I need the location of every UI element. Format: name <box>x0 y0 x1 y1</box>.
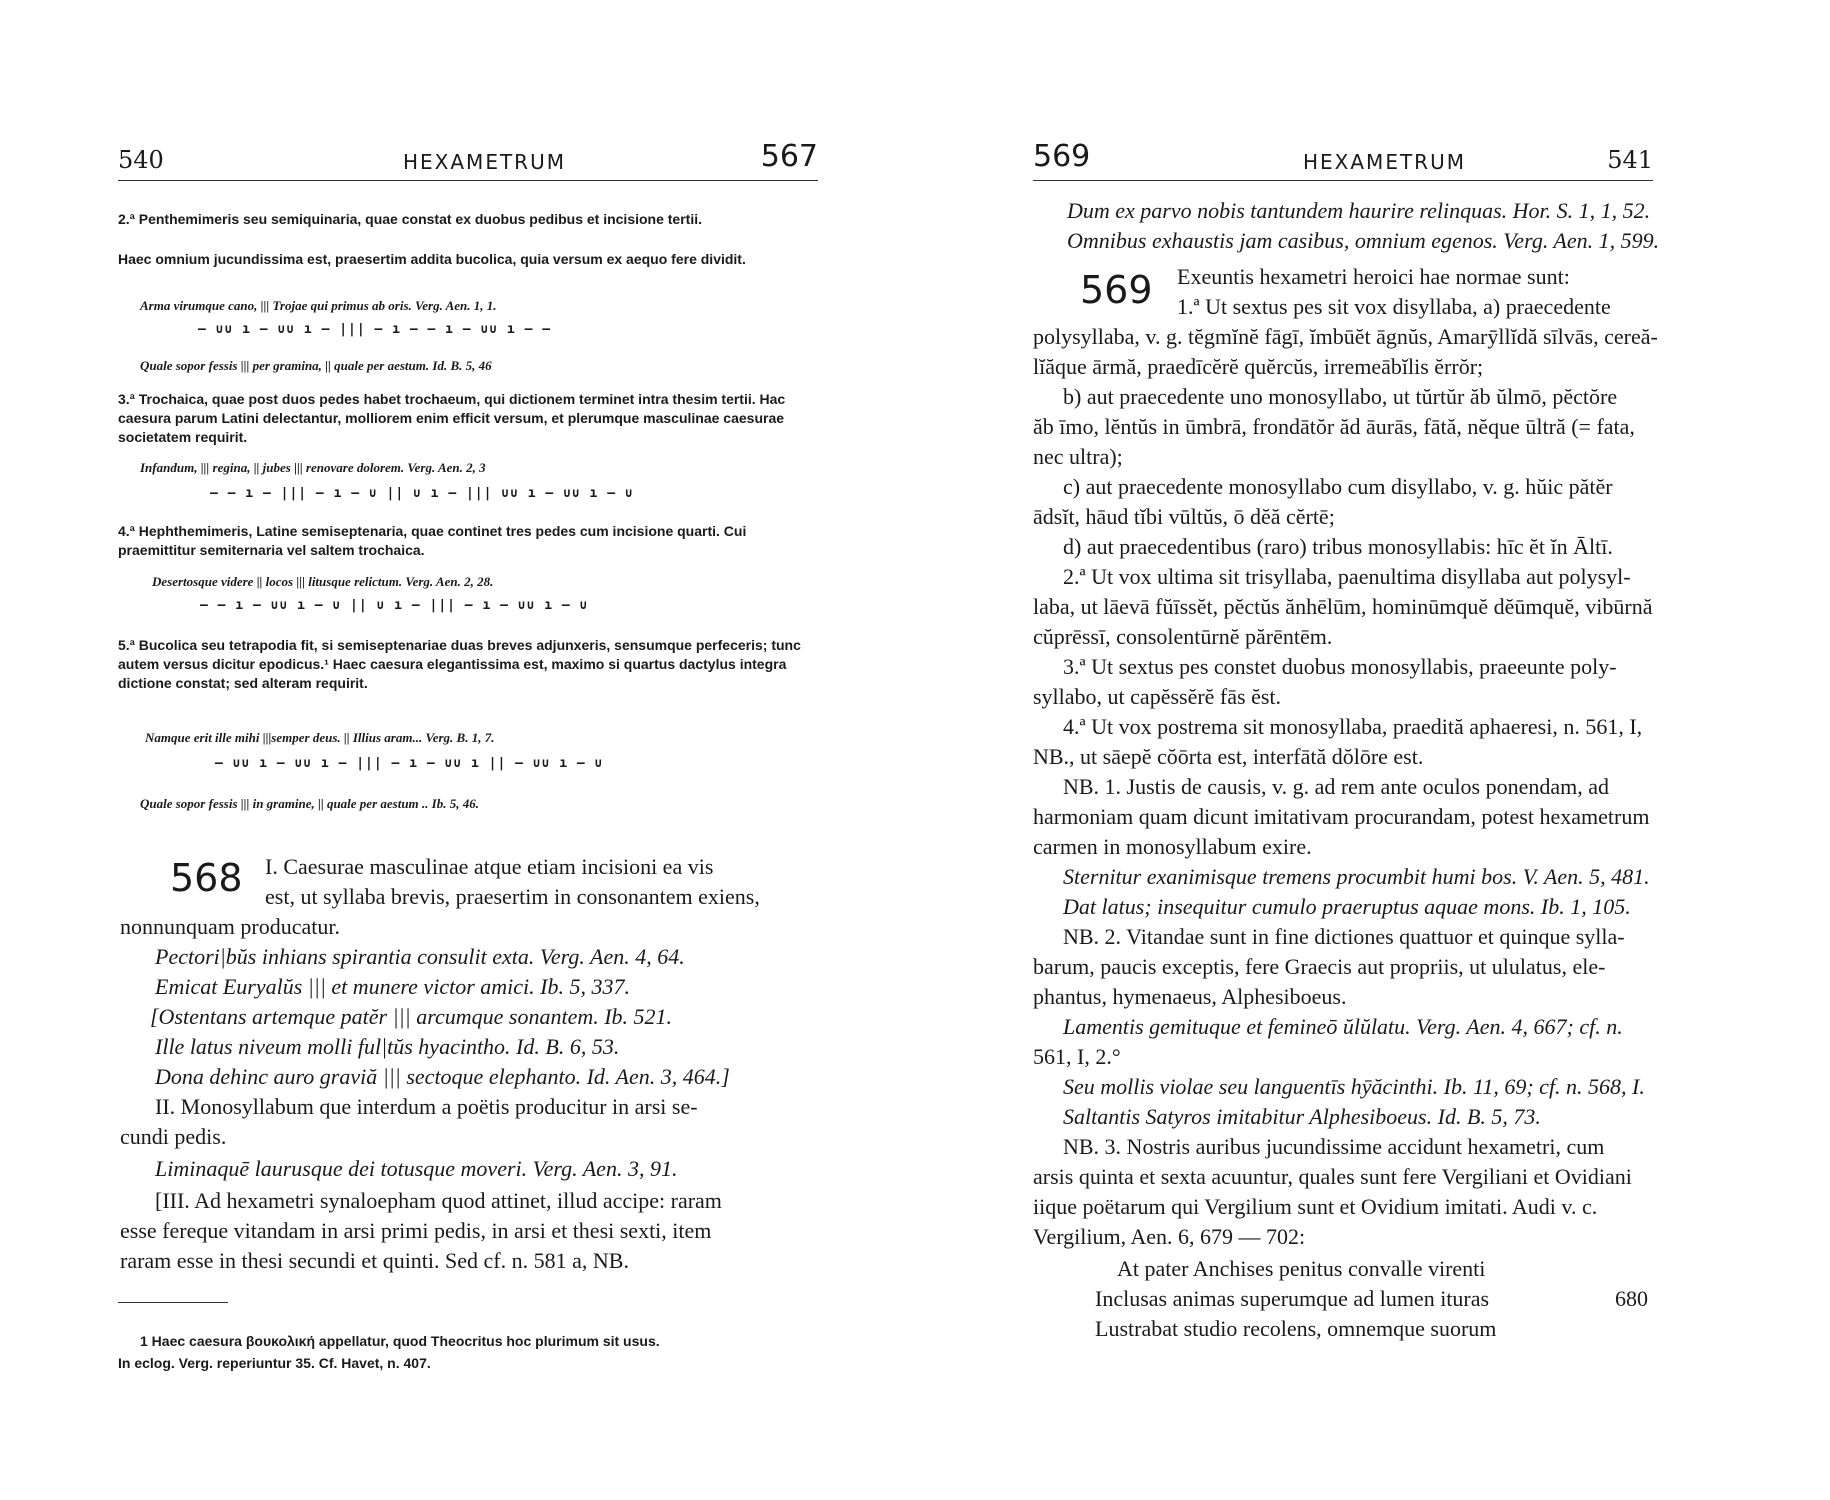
r-line-20: carmen in monosyllabum exire. <box>1033 834 1312 859</box>
quote-emicat: Emicat Euryalŭs ||| et munere victor amici. Ib. 5, 337. <box>155 974 630 999</box>
r-line-3: polysyllaba, v. g. tĕgmĭnĕ fāgī, ĭmbūĕt āgnŭs, Amarȳllĭdă sīlvās, cereă- <box>1033 324 1658 349</box>
para-bucolica: 5.ª Bucolica seu tetrapodia fit, si semiseptenariae duas breves adjunxeris, sensumque perfeceris; tunc autem versus dicitur epodicus.¹ Haec caesura elegantissima est, maximo si quartus dactylus integra dictione constat; sed alteram requirit. <box>118 637 801 691</box>
para-hephthemimeris: 4.ª Hephthemimeris, Latine semiseptenaria, quae continet tres pedes cum incisione quarti. Cui praemittitur semiternaria vel saltem trochaica. <box>118 523 747 558</box>
section-569-number: 569 <box>1080 268 1153 312</box>
r-line-24: barum, paucis exceptis, fere Graecis aut propriis, ut ululatus, ele- <box>1033 954 1606 979</box>
r-line-1: Exeuntis hexametri heroici hae normae sunt: <box>1177 264 1570 289</box>
r-line-27: 561, I, 2.° <box>1033 1044 1121 1069</box>
quote-dona: Dona dehinc auro graviă ||| sectoque elephanto. Id. Aen. 3, 464.] <box>155 1064 730 1089</box>
metric-desertos: — — ı — ∪∪ ı — ∪ || ∪ ı — ||| — ı — ∪∪ ı — ∪ <box>200 598 589 613</box>
r-line-8: c) aut praecedente monosyllabo cum disyllabo, v. g. hŭic pătĕr <box>1063 474 1613 499</box>
r-line-15: syllabo, ut capĕssĕrĕ fās ĕst. <box>1033 684 1282 709</box>
quote-dum-ex-parvo: Dum ex parvo nobis tantundem haurire relinquas. Hor. S. 1, 1, 52. <box>1067 198 1651 223</box>
r-line-29: Saltantis Satyros imitabitur Alphesiboeus. Id. B. 5, 73. <box>1063 1104 1541 1129</box>
verse-line-3: Lustrabat studio recolens, omnemque suorum <box>1095 1316 1497 1341</box>
r-line-2: 1.ª Ut sextus pes sit vox disyllaba, a) praecedente <box>1177 294 1611 319</box>
quote-ille-latus: Ille latus niveum molli ful|tŭs hyacintho. Id. B. 6, 53. <box>155 1034 620 1059</box>
para-III-line3: raram esse in thesi secundi et quinti. Sed cf. n. 581 a, NB. <box>120 1248 629 1273</box>
r-line-11: 2.ª Ut vox ultima sit trisyllaba, paenultima disyllaba aut polysyl- <box>1063 564 1631 589</box>
left-running-title: HEXAMETRUM <box>403 150 566 174</box>
para-II-line1: II. Monosyllabum que interdum a poëtis producitur in arsi se- <box>155 1094 698 1119</box>
r-line-26: Lamentis gemituque et feminеō ŭlŭlatu. Verg. Aen. 4, 667; cf. n. <box>1063 1014 1623 1039</box>
footnote-line2: In eclog. Verg. reperiuntur 35. Cf. Havet, n. 407. <box>118 1355 431 1371</box>
left-page-header <box>118 140 818 181</box>
example-infandum: Infandum, ||| regina, || jubes ||| renovare dolorem. Verg. Aen. 2, 3 <box>140 460 486 475</box>
quote-omnibus: Omnibus exhaustis jam casibus, omnium egenos. Verg. Aen. 1, 599. <box>1067 228 1660 253</box>
r-line-4: lĭăque ārmă, praedīcĕrĕ quĕrcŭs, irremeābĭlis ĕrrŏr; <box>1033 354 1484 379</box>
footnote-line1: 1 Haec caesura βουκολική appellatur, quod Theocritus hoc plurimum sit usus. <box>140 1333 660 1349</box>
left-page-number: 540 <box>118 146 164 174</box>
example-desertos: Desertosque videre || locos ||| litusque relictum. Verg. Aen. 2, 28. <box>152 574 494 589</box>
section-568-number: 568 <box>170 856 243 900</box>
r-line-33: Vergilium, Aen. 6, 679 — 702: <box>1033 1224 1306 1249</box>
right-page-header <box>1033 140 1653 181</box>
r-line-9: ādsĭt, hāud tĭbi vūltŭs, ō dĕă cĕrtē; <box>1033 504 1335 529</box>
r-line-25: phantus, hymenaeus, Alphesiboeus. <box>1033 984 1347 1009</box>
example-namque: Namque erit ille mihi |||semper deus. || Illius aram... Verg. B. 1, 7. <box>145 730 495 745</box>
metric-arma: — ∪∪ ı — ∪∪ ı — ||| — ı — — ı — ∪∪ ı — — <box>198 322 552 337</box>
left-section-number: 567 <box>760 139 818 174</box>
r-line-14: 3.ª Ut sextus pes constet duobus monosyllabis, praeeunte poly- <box>1063 654 1617 679</box>
r-line-16: 4.ª Ut vox postrema sit monosyllaba, praedită aphaeresi, n. 561, I, <box>1063 714 1643 739</box>
metric-infandum: — — ı — ||| — ı — ∪ || ∪ ı — ||| ∪∪ ı — ∪∪ ı — ∪ <box>210 486 634 501</box>
quote-ostentans: [Ostentans artemque patĕr ||| arcumque sonantem. Ib. 521. <box>150 1004 673 1029</box>
r-line-32: iique poëtarum qui Vergilium sunt et Ovidium imitati. Audi v. c. <box>1033 1194 1598 1219</box>
verse-line-2: Inclusas animas superumque ad lumen ituras <box>1095 1286 1490 1311</box>
example-quale-2: Quale sopor fessis ||| in gramine, || quale per aestum .. Ib. 5, 46. <box>140 796 479 811</box>
verse-line-1: At pater Anchises penitus convalle virenti <box>1117 1256 1486 1281</box>
example-arma: Arma virumque cano, ||| Trojae qui primus ab oris. Verg. Aen. 1, 1. <box>140 298 497 313</box>
r-line-13: cŭprēssī, consolentūrnĕ părēntēm. <box>1033 624 1333 649</box>
example-quale: Quale sopor fessis ||| per gramina, || quale per aestum. Id. B. 5, 46 <box>140 358 492 373</box>
r-line-28: Seu mollis violae seu languentīs hȳăcinthi. Ib. 11, 69; cf. n. 568, I. <box>1063 1074 1645 1099</box>
r-line-6: ăb īmo, lĕntŭs in ūmbrā, frondātŏr ăd āurās, fātă, nĕque ūltră (= fata, <box>1033 414 1635 439</box>
sec568-line1: I. Caesurae masculinae atque etiam incisioni ea vis <box>265 854 714 879</box>
r-line-23: NB. 2. Vitandae sunt in fine dictiones quattuor et quinque sylla- <box>1063 924 1625 949</box>
footnote-rule <box>118 1302 228 1303</box>
r-line-30: NB. 3. Nostris auribus jucundissime accidunt hexametri, cum <box>1063 1134 1605 1159</box>
sec568-line3: nonnunquam producatur. <box>120 914 340 939</box>
para-penthemimeris: 2.ª Penthemimeris seu semiquinaria, quae constat ex duobus pedibus et incisione tertii. <box>118 211 703 227</box>
para-trochaica: 3.ª Trochaica, quae post duos pedes habet trochaeum, qui dictionem terminet intra thesim tertii. Hac caesura parum Latini delectantur, molliorem enim efficit versum, et plerumque masculinae caesurae societatem requirit. <box>118 391 786 445</box>
r-line-18: NB. 1. Justis de causis, v. g. ad rem ante oculos ponendam, ad <box>1063 774 1610 799</box>
para-III-line1: [III. Ad hexametri synaloepham quod attinet, illud accipe: raram <box>155 1188 722 1213</box>
r-line-19: harmoniam quam dicunt imitativam procurandam, potest hexametrum <box>1033 804 1650 829</box>
sec568-line2: est, ut syllaba brevis, praesertim in consonantem exiens, <box>265 884 760 909</box>
r-line-10: d) aut praecedentibus (raro) tribus monosyllabis: hīc ĕt ĭn Āltī. <box>1063 534 1613 559</box>
r-line-7: nec ultra); <box>1033 444 1123 469</box>
right-page <box>915 0 1830 1500</box>
para-II-line2: cundi pedis. <box>120 1124 227 1149</box>
quote-liminaque: Liminaquē laurusque dei totusque moveri. Verg. Aen. 3, 91. <box>155 1156 678 1181</box>
r-line-17: NB., ut sāepĕ cŏōrta est, interfātă dŏlōre est. <box>1033 744 1424 769</box>
quote-pectoribus: Pectori|bŭs inhians spirantia consulit exta. Verg. Aen. 4, 64. <box>155 944 685 969</box>
right-page-number: 541 <box>1607 146 1653 174</box>
r-line-31: arsis quinta et sexta acuuntur, quales sunt fere Vergiliani et Ovidiani <box>1033 1164 1632 1189</box>
metric-namque: — ∪∪ ı — ∪∪ ı — ||| — ı — ∪∪ ı || — ∪∪ ı — ∪ <box>215 756 604 771</box>
verse-line-number: 680 <box>1615 1286 1648 1311</box>
r-line-12: laba, ut lāevā fŭīssĕt, pĕctŭs ănhēlūm, hominūmquĕ dĕūmquĕ, vibūrnă <box>1033 594 1653 619</box>
r-line-22: Dat latus; insequitur cumulo praeruptus aquae mons. Ib. 1, 105. <box>1063 894 1631 919</box>
para-penthemimeris-b: Haec omnium jucundissima est, praesertim addita bucolica, quia versum ex aequo fere dividit. <box>118 251 746 267</box>
right-running-title: HEXAMETRUM <box>1303 150 1466 174</box>
right-section-number: 569 <box>1033 139 1091 174</box>
r-line-5: b) aut praecedente uno monosyllabo, ut tŭrtŭr ăb ŭlmō, pĕctŏre <box>1063 384 1618 409</box>
para-III-line2: esse fereque vitandam in arsi primi pedis, in arsi et thesi sexti, item <box>120 1218 712 1243</box>
r-line-21: Sternitur exanimisque tremens procumbit humi bos. V. Aen. 5, 481. <box>1063 864 1650 889</box>
